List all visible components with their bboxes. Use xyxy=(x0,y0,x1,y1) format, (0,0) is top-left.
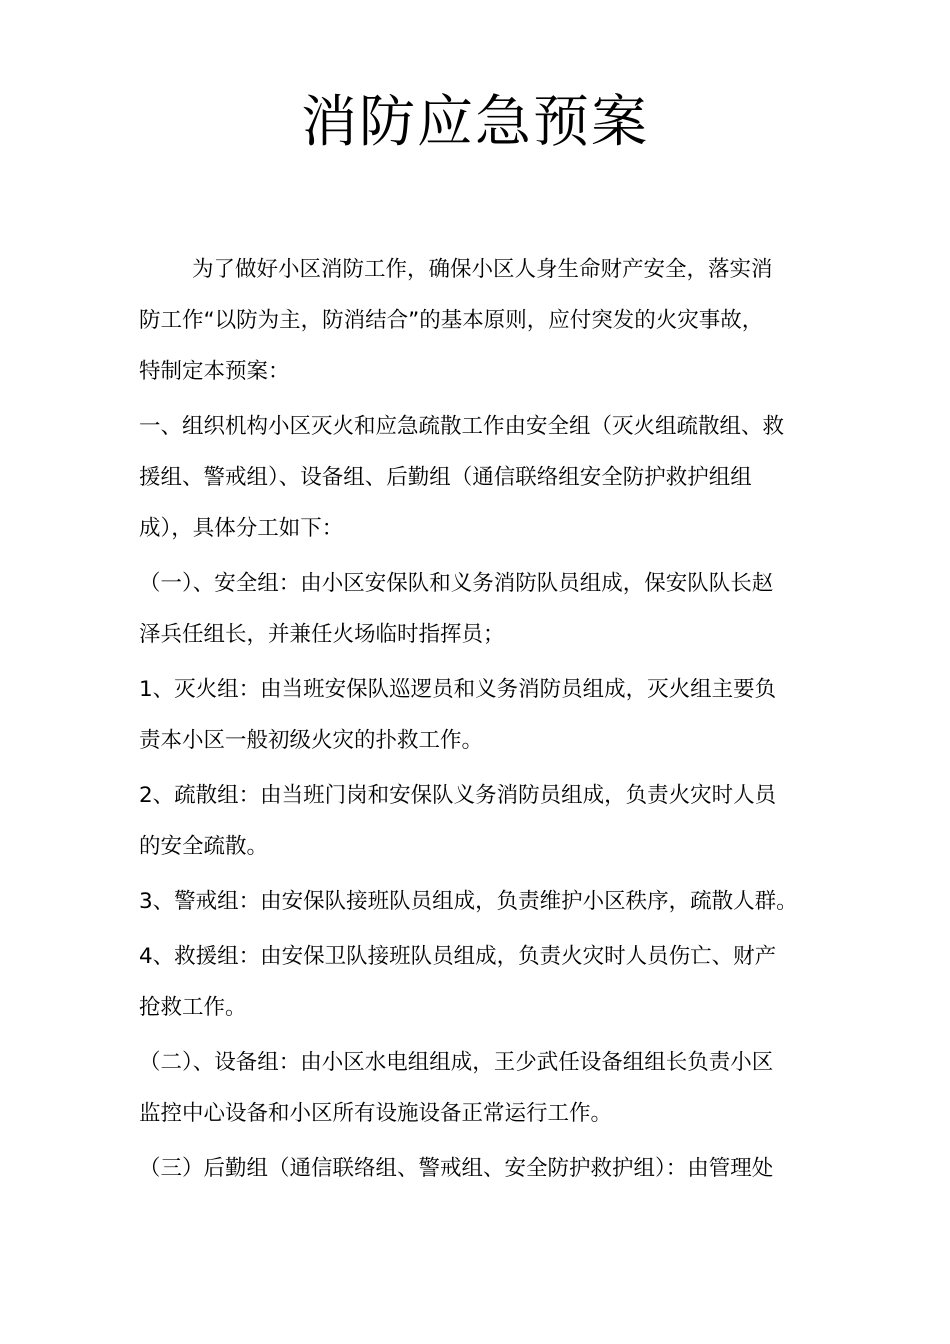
text-line: （三）后勤组（通信联络组、警戒组、安全防护救护组）：由管理处 xyxy=(139,1156,774,1181)
text-line: 责本小区一般初级火灾的扑救工作。 xyxy=(139,728,484,753)
paragraph-organization xyxy=(139,401,819,554)
text-line: 特制定本预案： xyxy=(139,359,290,384)
text-line: 泽兵任组长，并兼任火场临时指挥员； xyxy=(139,622,505,647)
text-line: （二）、设备组：由小区水电组组成，王少武任设备组组长负责小区 xyxy=(139,1050,774,1075)
text-line: 抢救工作。 xyxy=(139,995,247,1020)
text-line: 成），具体分工如下： xyxy=(139,516,344,541)
paragraph-equipment-group xyxy=(139,1037,819,1139)
text-line: 防工作“以防为主，防消结合”的基本原则，应付突发的火灾事故， xyxy=(139,308,764,333)
paragraph-guard-group xyxy=(139,876,819,927)
text-line: 1、灭火组：由当班安保队巡逻员和义务消防员组成，灭火组主要负 xyxy=(139,677,777,702)
text-line: 3、警戒组：由安保队接班队员组成，负责维护小区秩序，疏散人群。 xyxy=(139,889,798,914)
paragraph-safety-group xyxy=(139,558,819,660)
text-line: （一）、安全组：由小区安保队和义务消防队员组成，保安队队长赵 xyxy=(139,571,774,596)
text-line: 4、救援组：由安保卫队接班队员组成，负责火灾时人员伤亡、财产 xyxy=(139,944,777,969)
paragraph-evacuation-group xyxy=(139,770,819,872)
text-line: 的安全疏散。 xyxy=(139,834,269,859)
paragraph-firefighting-group xyxy=(139,664,819,766)
paragraph-intro xyxy=(139,244,819,397)
paragraph-logistics-group xyxy=(139,1143,819,1194)
text-line: 一、组织机构小区灭火和应急疏散工作由安全组（灭火组疏散组、救 xyxy=(139,414,785,439)
text-line: 监控中心设备和小区所有设施设备正常运行工作。 xyxy=(139,1101,613,1126)
paragraph-rescue-group xyxy=(139,931,819,1033)
document-title: 消防应急预案 xyxy=(301,90,649,155)
document-body xyxy=(139,244,819,1198)
text-line: 2、疏散组：由当班门岗和安保队义务消防员组成，负责火灾时人员 xyxy=(139,783,777,808)
text-line: 援组、警戒组）、设备组、后勤组（通信联络组安全防护救护组组 xyxy=(139,465,752,490)
text-line: 为了做好小区消防工作，确保小区人身生命财产安全，落实消 xyxy=(192,257,773,282)
